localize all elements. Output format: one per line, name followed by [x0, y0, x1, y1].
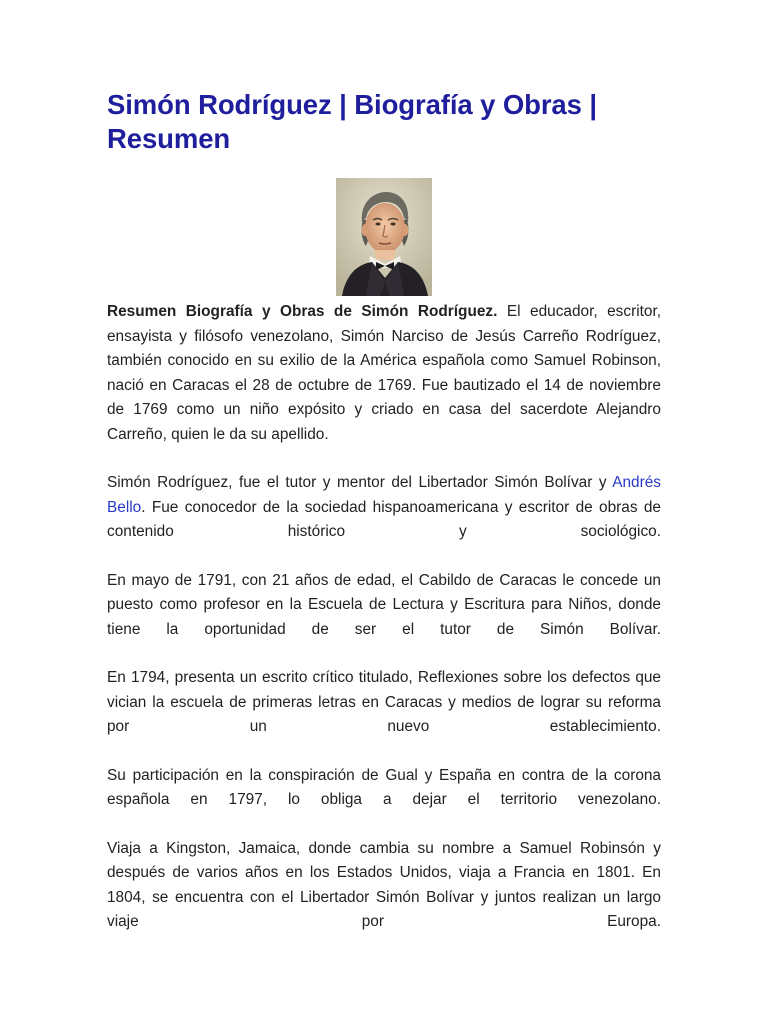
paragraph-2-after: . Fue conocedor de la sociedad hispanoamericana y escritor de obras de contenido histórico y sociológico. [107, 498, 661, 540]
paragraph-6: Viaja a Kingston, Jamaica, donde cambia su nombre a Samuel Robinsón y después de varios años en los Estados Unidos, viaja a Francia en 1801. En 1804, se encuentra con el Libertador Simón Bolívar y juntos realizan un largo viaje por Europa. [107, 839, 661, 930]
paragraph-4: En 1794, presenta un escrito crítico titulado, Reflexiones sobre los defectos que vician la escuela de primeras letras en Caracas y medios de lograr su reforma por un nuevo establecimiento. [107, 669, 661, 735]
article-body [107, 300, 661, 935]
paragraph-2-before: Simón Rodríguez, fue el tutor y mentor del Libertador Simón Bolívar y [107, 474, 613, 491]
paragraph-1-text: El educador, escritor, ensayista y filósofo venezolano, Simón Narciso de Jesús Carreño Rodríguez, también conocido en su exilio de la América española como Samuel Robinson, nació en Caracas el 28 de octubre de 1769. Fue bautizado el 14 de noviembre de 1769 como un niño expósito y criado en casa del sacerdote Alejandro Carreño, quien le da su apellido. [107, 303, 662, 443]
summary-lead: Resumen Biografía y Obras de Simón Rodríguez. [107, 303, 498, 320]
portrait-container [107, 178, 661, 296]
paragraph-1 [107, 300, 661, 447]
andres-bello-link[interactable]: Andrés Bello [107, 474, 661, 516]
paragraph-5: Su participación en la conspiración de Gual y España en contra de la corona española en 1797, lo obliga a dejar el territorio venezolano. [107, 766, 661, 808]
article [107, 88, 661, 959]
page-title: Simón Rodríguez | Biografía y Obras | Resumen [107, 89, 597, 154]
paragraph-3: En mayo de 1791, con 21 años de edad, el Cabildo de Caracas le concede un puesto como profesor en la Escuela de Lectura y Escritura para Niños, donde tiene la oportunidad de ser el tutor de Simón Bolívar. [107, 571, 661, 638]
portrait-image [336, 178, 432, 296]
paragraph-2 [107, 471, 661, 545]
